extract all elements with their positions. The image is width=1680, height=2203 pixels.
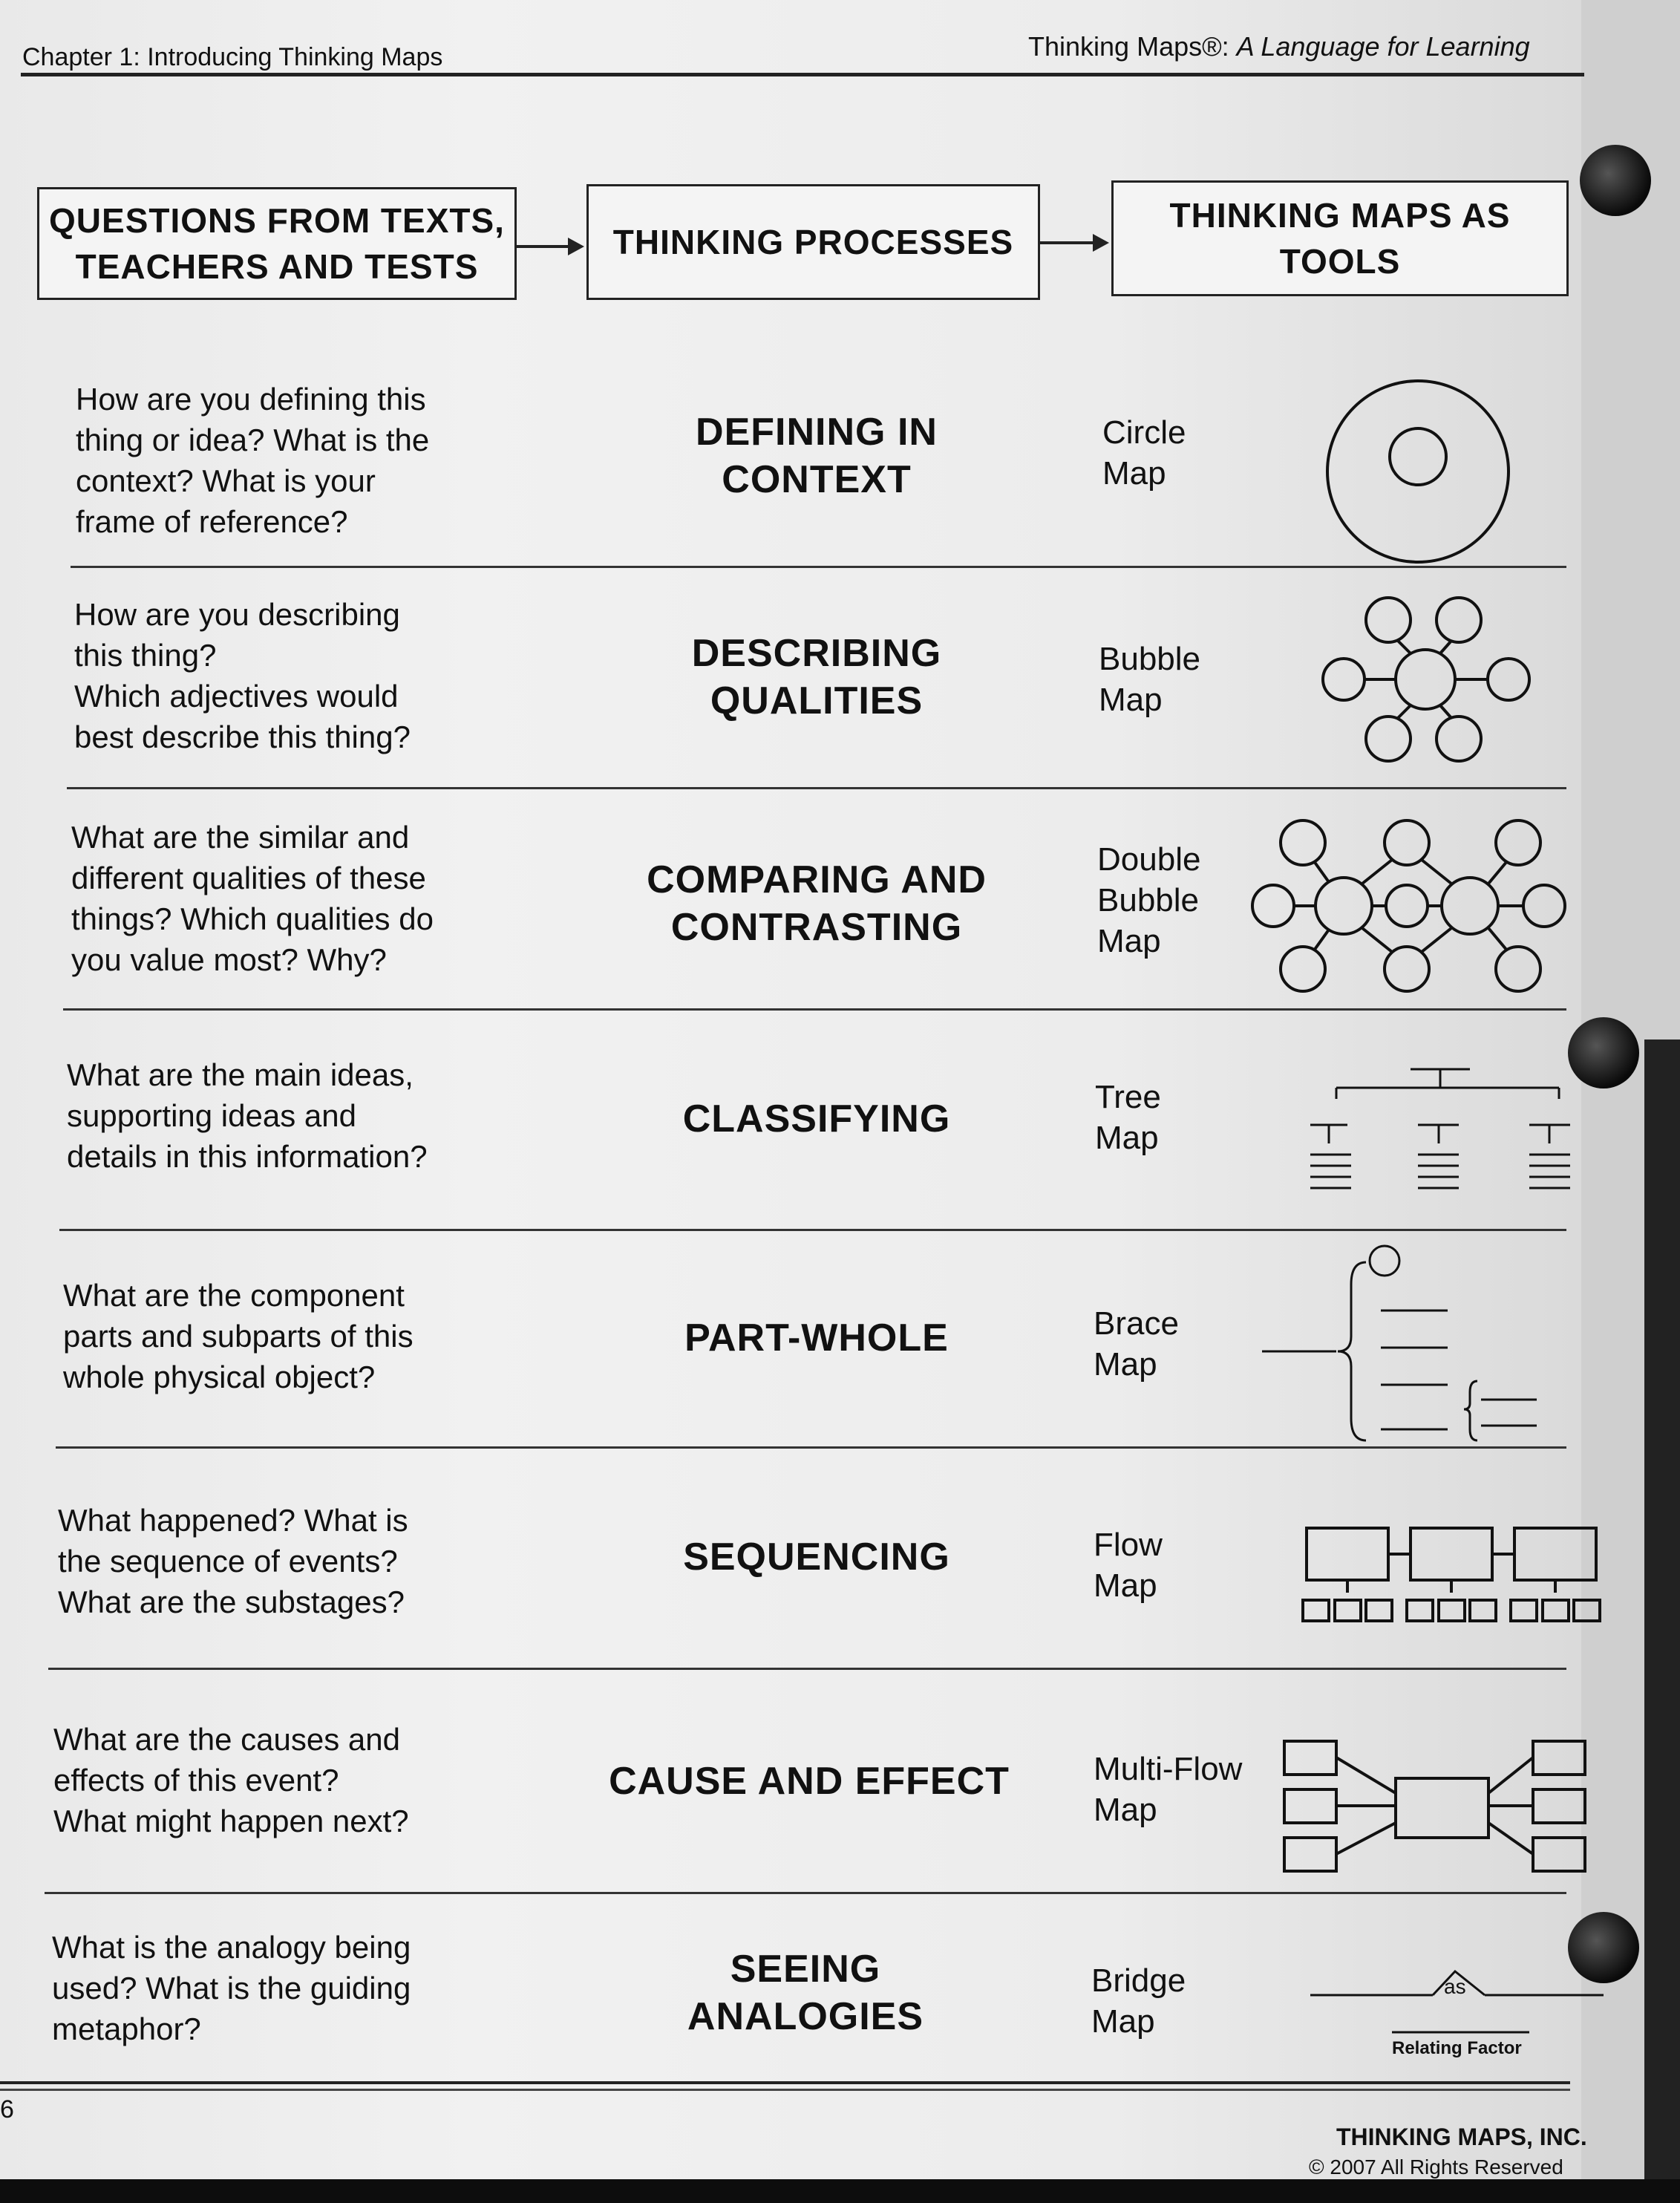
question-text: What are the component parts and subparts of this whole physical object? <box>63 1278 414 1394</box>
map-name: Flow Map <box>1094 1527 1163 1604</box>
process-label: SEQUENCING <box>683 1535 950 1579</box>
question-text: What are the causes and effects of this event? What might happen next? <box>53 1722 409 1838</box>
process-label: COMPARING AND CONTRASTING <box>647 858 987 949</box>
publisher-name: THINKING MAPS, INC. <box>1336 2124 1587 2150</box>
relating-factor-label: Relating Factor <box>1392 2038 1522 2058</box>
row-divider <box>67 787 1566 789</box>
binder-hole <box>1580 145 1651 216</box>
page-number: 6 <box>0 2095 14 2124</box>
double-bubble-map-icon <box>1247 817 1574 995</box>
process-label: CAUSE AND EFFECT <box>609 1760 1010 1803</box>
background-shadow <box>1644 1040 1680 2203</box>
questions-column-header: QUESTIONS FROM TEXTS, TEACHERS AND TESTS <box>37 187 517 300</box>
map-name: Multi-Flow Map <box>1094 1751 1243 1828</box>
footer-divider <box>0 2089 1570 2091</box>
process-label: PART-WHOLE <box>684 1316 949 1360</box>
question-text: What happened? What is the sequence of events? What are the substages? <box>58 1503 408 1619</box>
row-divider <box>45 1892 1566 1894</box>
question-text: What is the analogy being used? What is the guiding metaphor? <box>52 1930 411 2046</box>
multi-flow-map-icon <box>1277 1730 1596 1886</box>
map-name: Bridge Map <box>1091 1962 1186 2040</box>
map-name: Circle Map <box>1102 414 1186 492</box>
question-text: How are you describing this thing? Which adjectives would best describe this thing? <box>74 597 411 754</box>
binder-hole <box>1568 1017 1639 1089</box>
map-name: Tree Map <box>1095 1079 1161 1156</box>
flow-map-icon <box>1299 1522 1611 1634</box>
tree-map-icon <box>1299 1054 1574 1210</box>
arrow-icon <box>1038 241 1105 244</box>
bubble-map-icon <box>1314 594 1537 765</box>
row-divider <box>48 1668 1566 1670</box>
question-text: What are the similar and different qualities of these things? Which qualities do you value most? Why? <box>71 820 434 977</box>
question-text: What are the main ideas, supporting ideas and details in this information? <box>67 1057 428 1174</box>
header-divider <box>21 73 1584 76</box>
footer-divider <box>0 2081 1570 2084</box>
map-name: Bubble Map <box>1099 641 1201 718</box>
row-divider <box>59 1229 1566 1231</box>
brace-map-icon <box>1255 1240 1581 1463</box>
map-name: Double Bubble Map <box>1097 841 1201 959</box>
circle-map-icon <box>1321 375 1514 568</box>
bridge-as-label: as <box>1444 1975 1466 1998</box>
chapter-title: Chapter 1: Introducing Thinking Maps <box>22 43 443 71</box>
book-title: Thinking Maps®: A Language for Learning <box>1028 31 1530 62</box>
processes-column-header: THINKING PROCESSES <box>586 184 1040 300</box>
copyright-notice: © 2007 All Rights Reserved <box>1309 2155 1563 2178</box>
process-label: CLASSIFYING <box>682 1097 951 1140</box>
tools-column-header: THINKING MAPS AS TOOLS <box>1111 180 1569 296</box>
row-divider <box>63 1008 1566 1011</box>
row-divider <box>71 566 1566 568</box>
process-label: DESCRIBING QUALITIES <box>691 632 942 722</box>
map-name: Brace Map <box>1094 1305 1179 1383</box>
arrow-icon <box>514 245 580 248</box>
row-divider <box>56 1446 1566 1449</box>
question-text: How are you defining this thing or idea? What is the context? What is your frame of reference? <box>76 382 430 539</box>
process-label: DEFINING IN CONTEXT <box>696 411 938 501</box>
background-strip <box>0 2179 1680 2203</box>
process-label: SEEING ANALOGIES <box>687 1948 924 2038</box>
